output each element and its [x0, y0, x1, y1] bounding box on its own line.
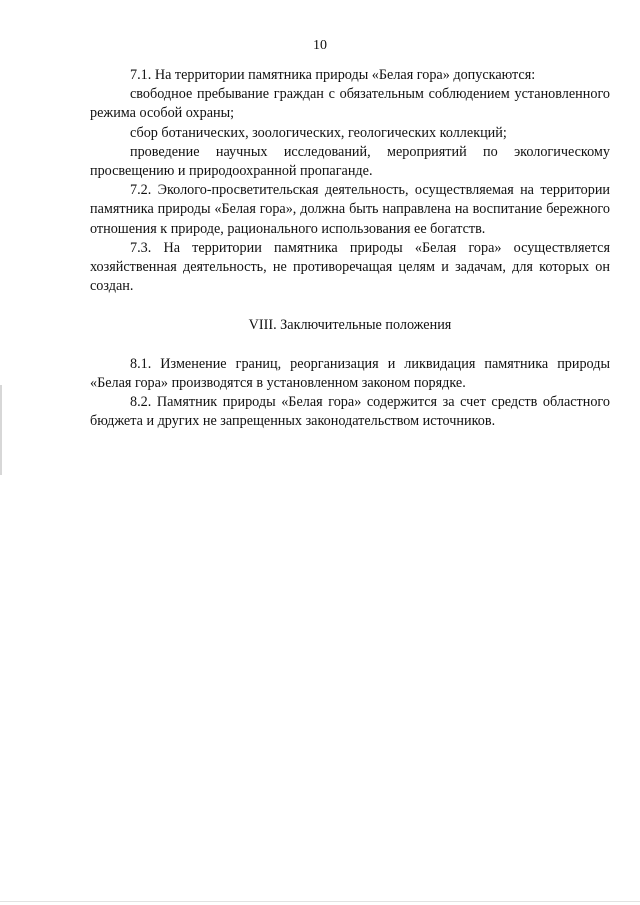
section-heading-viii: VIII. Заключительные положения — [248, 317, 452, 334]
paragraph-7-2: 7.2. Эколого-просветительская деятельность, осуществляемая на территории памятника природы «Белая гора», должна быть направлена на воспитание бережного отношения к природе, рационального использования ее богатств. — [90, 182, 610, 237]
scan-bottom-edge — [0, 901, 640, 902]
page-number: 10 — [313, 38, 327, 53]
paragraph-8-2: 8.2. Памятник природы «Белая гора» содержится за счет средств областного бюджета и других не запрещенных законодательством источников. — [90, 394, 610, 430]
document-body — [90, 66, 610, 431]
scan-edge-mark — [0, 385, 2, 475]
paragraph-7-1: 7.1. На территории памятника природы «Белая гора» допускаются: — [130, 67, 536, 83]
paragraph-7-1-item-2: сбор ботанических, зоологических, геологических коллекций; — [130, 124, 507, 141]
paragraph-7-3: 7.3. На территории памятника природы «Белая гора» осуществляется хозяйственная деятельность, не противоречащая целям и задачам, для которых он создан. — [90, 239, 610, 295]
paragraph-8-1: 8.1. Изменение границ, реорганизация и ликвидация памятника природы «Белая гора» производятся в установленном законом порядке. — [90, 355, 610, 391]
paragraph-7-1-item-3: проведение научных исследований, мероприятий по экологическому просвещению и природоохранной пропаганде. — [90, 143, 610, 180]
paragraph-7-1-item-1: свободное пребывание граждан с обязательным соблюдением установленного режима особой охраны; — [90, 86, 610, 122]
